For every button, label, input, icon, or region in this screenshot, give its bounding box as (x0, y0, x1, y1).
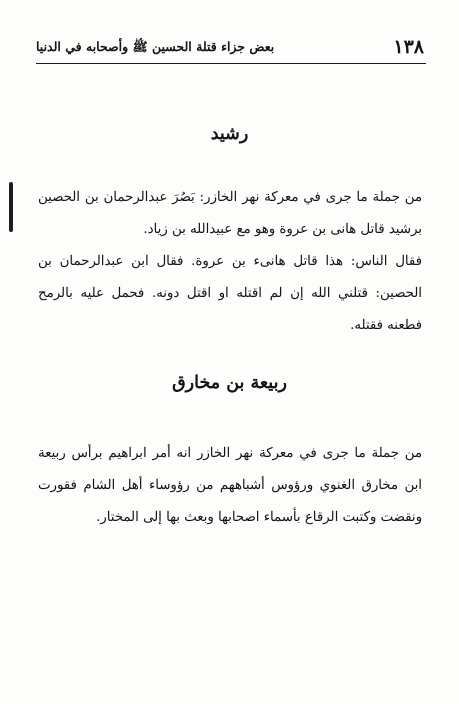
paragraph: فقال الناس: هذا قاتل هانىء بن عروة. فقال ابن عبدالرحمان بن الحصين: قتلني الله إن لم اقتله او اقتل دونه. فحمل عليه بالرمح فطعنه فقتله. (38, 254, 422, 333)
paragraph: من جملة ما جرى في معركة نهر الخازر انه أمر ابراهيم برأس ربيعة ابن مخارق الغنوي ورؤوس أشباههم من رؤوساء أهل الشام فقورت ونقضت وكتبت الرقاع بأسماء اصحابها وبعث بها إلى المختار. (38, 446, 422, 525)
page-number: ١٣٨ (393, 36, 424, 58)
section-rabia-body (38, 438, 422, 534)
section-title-rashid: رشيد (210, 124, 249, 144)
page-header (36, 36, 424, 62)
running-title: بعض جزاء قتلة الحسين ﷺ وأصحابه في الدنيا (36, 39, 275, 54)
section-rashid-body (38, 182, 422, 342)
section-title-rabia: ربيعة بن مخارق (172, 373, 287, 393)
margin-mark (9, 182, 13, 232)
paragraph: من جملة ما جرى في معركة نهر الخازر: بَصُرَ عبدالرحمان بن الحصين برشيد قاتل هانى بن عروة وهو مع عبيدالله بن زياد. (38, 190, 422, 237)
header-rule (36, 63, 426, 64)
